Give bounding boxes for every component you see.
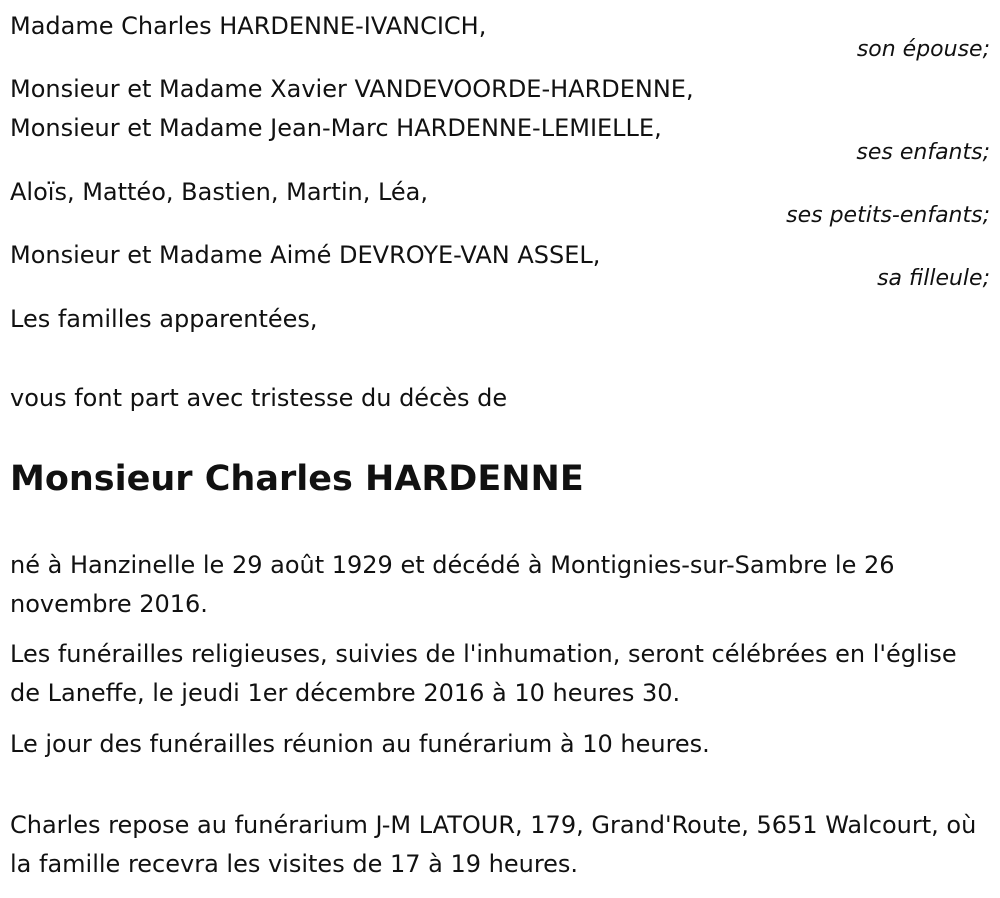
godchild-relation: sa filleule;	[877, 266, 990, 291]
spouse-name: Madame Charles HARDENNE-IVANCICH,	[10, 12, 487, 40]
deceased-name: Monsieur Charles HARDENNE	[10, 459, 584, 499]
children-relation: ses enfants;	[856, 140, 990, 165]
gathering-paragraph: Le jour des funérailles réunion au funérarium à 10 heures.	[10, 730, 710, 758]
related-families: Les familles apparentées,	[10, 305, 318, 333]
grandchildren-names: Aloïs, Mattéo, Bastien, Martin, Léa,	[10, 178, 429, 206]
grandchildren-relation: ses petits-enfants;	[786, 203, 990, 228]
announcement-text: vous font part avec tristesse du décès de	[10, 384, 508, 412]
child-name-1: Monsieur et Madame Xavier VANDEVOORDE-HARDENNE,	[10, 75, 694, 103]
spouse-relation: son épouse;	[856, 37, 990, 62]
child-name-2: Monsieur et Madame Jean-Marc HARDENNE-LEMIELLE,	[10, 114, 662, 142]
funeral-paragraph: Les funérailles religieuses, suivies de l'inhumation, seront célébrées en l'église de Laneffe, le jeudi 1er décembre 2016 à 10 heures 30.	[10, 640, 957, 707]
godchild-name: Monsieur et Madame Aimé DEVROYE-VAN ASSEL,	[10, 241, 601, 269]
visitation-paragraph: Charles repose au funérarium J-M LATOUR, 179, Grand'Route, 5651 Walcourt, où la famille recevra les visites de 17 à 19 heures.	[10, 811, 977, 878]
birth-death-paragraph: né à Hanzinelle le 29 août 1929 et décédé à Montignies-sur-Sambre le 26 novembre 2016.	[10, 551, 895, 618]
obituary-notice	[10, 0, 990, 898]
